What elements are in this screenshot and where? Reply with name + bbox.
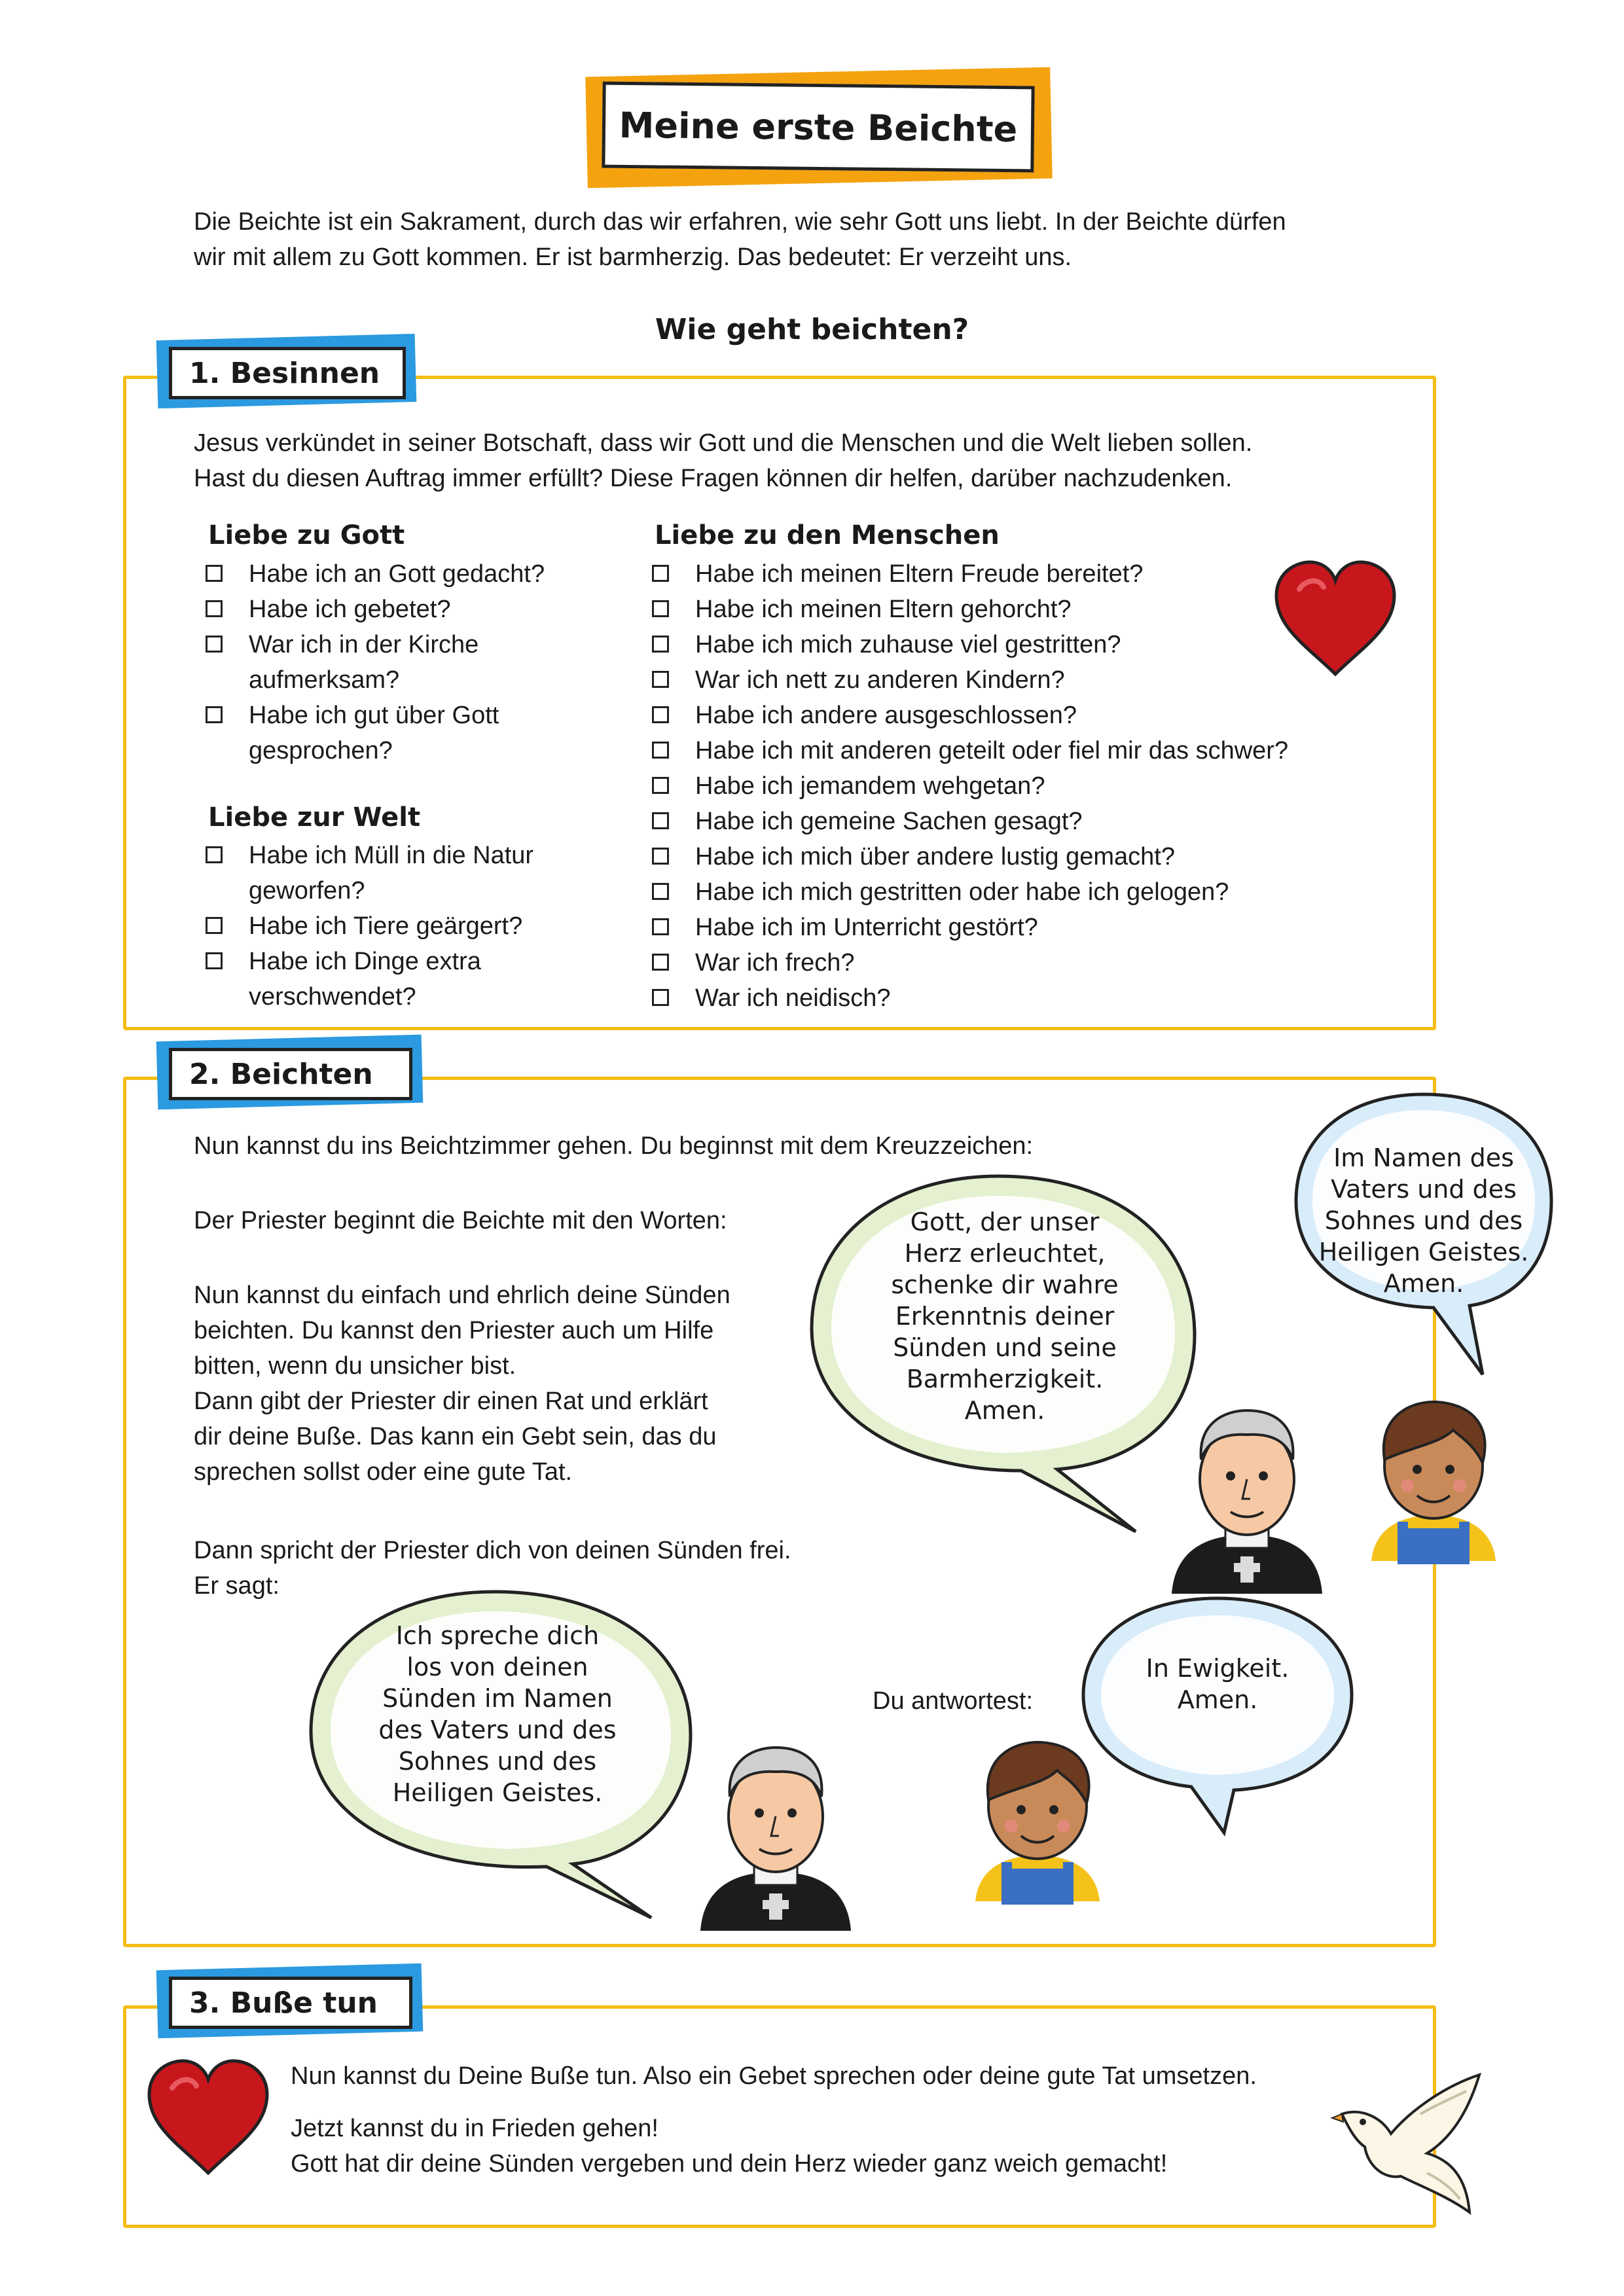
intro-line: wir mit allem zu Gott kommen. Er ist barmherzig. Das bedeutet: Er verzeiht uns. <box>194 243 1072 271</box>
section3-tab: 3. Buße tun <box>169 1977 412 2029</box>
checkbox[interactable] <box>652 989 669 1006</box>
section2-p2: Der Priester beginnt die Beichte mit den Worten: <box>194 1207 727 1234</box>
checkbox[interactable] <box>206 952 223 969</box>
checkbox[interactable] <box>206 917 223 934</box>
section3-p2: Jetzt kannst du in Frieden gehen! <box>291 2115 659 2142</box>
checkbox[interactable] <box>206 600 223 617</box>
intro-paragraph <box>194 204 1437 275</box>
checklist-item: Habe ich mich zuhause viel gestritten? <box>652 627 1372 662</box>
section2-tab: 2. Beichten <box>169 1048 412 1100</box>
checklist-item: Habe ich meinen Eltern Freude bereitet? <box>652 556 1372 592</box>
bubble-absolution-text: Ich spreche dich los von deinen Sünden im Namen des Vaters und des Sohnes und des Heiligen Geistes. <box>378 1621 617 1807</box>
dove-icon <box>1329 2062 1492 2225</box>
checkbox[interactable] <box>652 636 669 653</box>
heart-icon <box>1270 553 1401 684</box>
checkbox[interactable] <box>206 706 223 723</box>
section2-p1: Nun kannst du ins Beichtzimmer gehen. Du beginnst mit dem Kreuzzeichen: <box>194 1132 1034 1160</box>
section1-intro-line: Jesus verkündet in seiner Botschaft, dass wir Gott und die Menschen und die Welt lieben sollen. <box>194 429 1253 457</box>
section1-intro-line: Hast du diesen Auftrag immer erfüllt? Diese Fragen können dir helfen, darüber nachzudenken. <box>194 465 1233 492</box>
world-list <box>206 838 598 1014</box>
section3-p1: Nun kannst du Deine Buße tun. Also ein Gebet sprechen oder deine gute Tat umsetzen. <box>291 2062 1257 2090</box>
checklist-item: War ich neidisch? <box>652 980 1372 1016</box>
checklist-item: War ich nett zu anderen Kindern? <box>652 662 1372 698</box>
bubble-answer-text: In Ewigkeit. Amen. <box>1146 1654 1290 1714</box>
section2-p3: Nun kannst du einfach und ehrlich deine Sünden beichten. Du kannst den Priester auch um Hilfe bitten, wenn du unsicher bist. Dann gibt der Priester dir einen Rat und erklärt dir deine Buße. Das kann ein Gebt sein, das du sprechen sollst oder eine gute Tat. <box>194 1282 731 1486</box>
checklist-item: Habe ich Tiere geärgert? <box>206 908 598 944</box>
checkbox[interactable] <box>652 848 669 865</box>
section1-tab: 1. Besinnen <box>169 347 406 399</box>
checklist-item: Habe ich jemandem wehgetan? <box>652 768 1372 804</box>
people-list <box>652 556 1372 1016</box>
checkbox[interactable] <box>652 777 669 794</box>
checklist-item: Habe ich an Gott gedacht? <box>206 556 598 592</box>
subtitle: Wie geht beichten? <box>655 313 969 346</box>
answer-label: Du antwortest: <box>873 1687 1033 1715</box>
checklist-item: Habe ich gemeine Sachen gesagt? <box>652 804 1372 839</box>
bubble-priest-text: Gott, der unser Herz erleuchtet, schenke dir wahre Erkenntnis deiner Sünden und seine Barmherzigkeit. Amen. <box>891 1208 1119 1425</box>
world-heading: Liebe zur Welt <box>208 802 421 833</box>
checkbox[interactable] <box>652 565 669 582</box>
checklist-item: Habe ich mich gestritten oder habe ich gelogen? <box>652 874 1372 910</box>
checkbox[interactable] <box>652 600 669 617</box>
checklist-item: Habe ich mit anderen geteilt oder fiel mir das schwer? <box>652 733 1372 768</box>
priest-illustration <box>1165 1388 1329 1597</box>
god-heading: Liebe zu Gott <box>208 520 405 550</box>
intro-line: Die Beichte ist ein Sakrament, durch das wir erfahren, wie sehr Gott uns liebt. In der Beichte dürfen <box>194 208 1286 236</box>
checkbox[interactable] <box>206 846 223 863</box>
checklist-item: Habe ich Dinge extra verschwendet? <box>206 944 598 1014</box>
heart-icon <box>143 2052 274 2183</box>
god-list <box>206 556 598 768</box>
checkbox[interactable] <box>652 918 669 935</box>
checklist-item: Habe ich meinen Eltern gehorcht? <box>652 592 1372 627</box>
checklist-item: War ich in der Kirche aufmerksam? <box>206 627 598 698</box>
people-heading: Liebe zu den Menschen <box>655 520 1000 550</box>
page-title: Meine erste Beichte <box>602 82 1034 173</box>
section1-intro <box>194 425 1437 496</box>
checklist-item: Habe ich mich über andere lustig gemacht? <box>652 839 1372 874</box>
checkbox[interactable] <box>652 671 669 688</box>
checkbox[interactable] <box>652 706 669 723</box>
section3-p3: Gott hat dir deine Sünden vergeben und dein Herz wieder ganz weich gemacht! <box>291 2150 1168 2178</box>
priest-illustration <box>694 1731 857 1934</box>
checkbox[interactable] <box>206 636 223 653</box>
checkbox[interactable] <box>652 812 669 829</box>
checkbox[interactable] <box>652 883 669 900</box>
checkbox[interactable] <box>652 742 669 759</box>
checklist-item: Habe ich Müll in die Natur geworfen? <box>206 838 598 908</box>
boy-illustration <box>1362 1388 1506 1564</box>
bubble-cross-text: Im Namen des Vaters und des Sohnes und des Heiligen Geistes. Amen. <box>1318 1143 1529 1298</box>
boy-illustration <box>965 1728 1110 1905</box>
checkbox[interactable] <box>206 565 223 582</box>
section2-p4: Dann spricht der Priester dich von deinen Sünden frei. Er sagt: <box>194 1537 791 1600</box>
checkbox[interactable] <box>652 954 669 971</box>
checklist-item: War ich frech? <box>652 945 1372 980</box>
checklist-item: Habe ich gut über Gott gesprochen? <box>206 698 598 768</box>
checklist-item: Habe ich gebetet? <box>206 592 598 627</box>
checklist-item: Habe ich im Unterricht gestört? <box>652 910 1372 945</box>
checklist-item: Habe ich andere ausgeschlossen? <box>652 698 1372 733</box>
